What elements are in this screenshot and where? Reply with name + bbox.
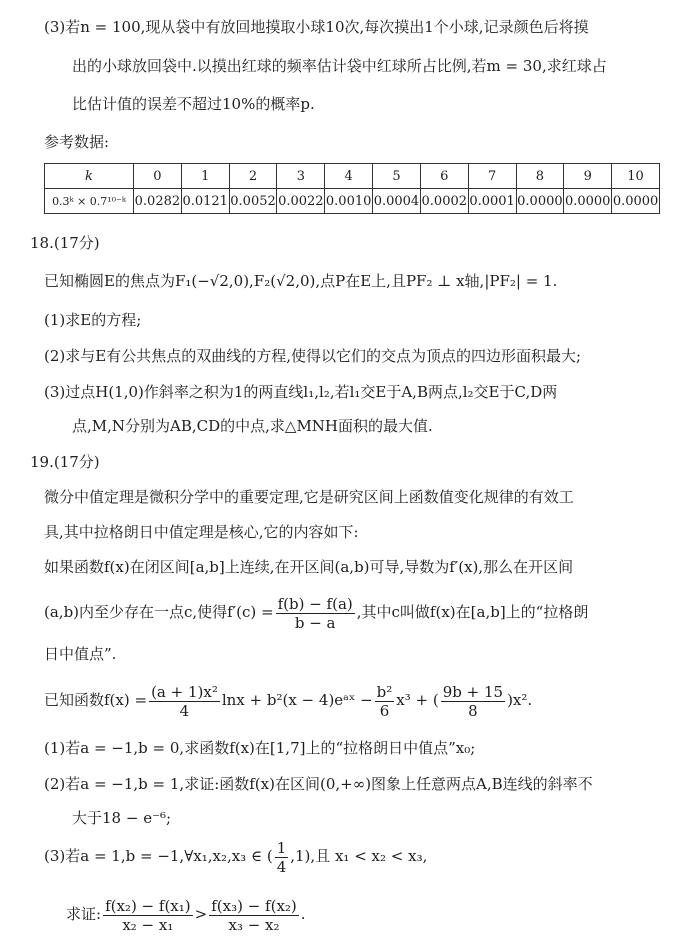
reference-table bbox=[44, 163, 660, 214]
table-cell: 6 bbox=[420, 164, 468, 189]
proof-end: . bbox=[300, 905, 306, 923]
fraction-denominator: 6 bbox=[379, 701, 390, 720]
table-row bbox=[45, 164, 660, 189]
q17-part3-line3: 比估计值的误差不超过10%的概率p. bbox=[72, 95, 315, 113]
q19-text-line4 bbox=[44, 592, 588, 632]
table-cell: 5 bbox=[373, 164, 421, 189]
fraction-numerator: f(b) − f(a) bbox=[277, 594, 353, 613]
fraction-denominator: x₂ − x₁ bbox=[122, 915, 174, 934]
fraction-denominator: x₃ − x₂ bbox=[228, 915, 280, 934]
table-cell: 0.0004 bbox=[373, 189, 421, 214]
table-row bbox=[45, 189, 660, 214]
table-cell: 0.0000 bbox=[612, 189, 660, 214]
q19-part2-line2: 大于18 − e⁻⁶; bbox=[72, 809, 172, 827]
lagrange-fraction bbox=[276, 595, 355, 632]
q19-part1: (1)若a = −1,b = 0,求函数f(x)在[1,7]上的“拉格朗日中值点”x₀; bbox=[44, 739, 476, 757]
table-cell: 0.0121 bbox=[181, 189, 229, 214]
function-fraction-2 bbox=[375, 683, 395, 720]
q18-part3-line2: 点,M,N分别为AB,CD的中点,求△MNH面积的最大值. bbox=[72, 417, 433, 435]
table-cell: 1 bbox=[181, 164, 229, 189]
lagrange-pre: (a,b)内至少存在一点c,使得f′(c) = bbox=[44, 603, 274, 621]
table-cell: 0.0000 bbox=[564, 189, 612, 214]
table-cell: 8 bbox=[516, 164, 564, 189]
fraction-numerator: 9b + 15 bbox=[442, 682, 504, 701]
function-pre: 已知函数f(x) = bbox=[44, 691, 148, 709]
table-cell: 0.0022 bbox=[277, 189, 325, 214]
table-cell: 0.0052 bbox=[229, 189, 277, 214]
q19-text-line5: 日中值点”. bbox=[44, 645, 117, 663]
part3-post: ,1),且 x₁ < x₂ < x₃, bbox=[290, 847, 428, 865]
table-cell: 0.0282 bbox=[134, 189, 182, 214]
part3-pre: (3)若a = 1,b = −1,∀x₁,x₂,x₃ ∈ ( bbox=[44, 847, 273, 865]
q19-part3 bbox=[44, 836, 427, 876]
fraction-numerator: b² bbox=[376, 682, 393, 701]
fraction-numerator: (a + 1)x² bbox=[151, 682, 218, 701]
table-cell: 7 bbox=[468, 164, 516, 189]
q18-intro-end: |PF₂| = 1. bbox=[484, 272, 558, 290]
table-cell: 10 bbox=[612, 164, 660, 189]
proof-fraction-1 bbox=[103, 897, 193, 934]
function-fraction-1 bbox=[149, 683, 220, 720]
fraction-numerator: 1 bbox=[276, 838, 287, 857]
q19-proof-inequality bbox=[66, 892, 306, 936]
function-fraction-3 bbox=[441, 683, 505, 720]
q18-part3-line1: (3)过点H(1,0)作斜率之积为1的两直线l₁,l₂,若l₁交E于A,B两点,l₂交E于C,D两 bbox=[44, 383, 558, 401]
proof-pre: 求证: bbox=[66, 905, 102, 923]
proof-fraction-2 bbox=[209, 897, 299, 934]
q18-heading: 18.(17分) bbox=[30, 234, 100, 252]
table-cell: 4 bbox=[325, 164, 373, 189]
function-mid-1: lnx + b²(x − 4)eᵃˣ − bbox=[221, 691, 373, 709]
q19-part2-line1: (2)若a = −1,b = 1,求证:函数f(x)在区间(0,+∞)图象上任意两点A,B连线的斜率不 bbox=[44, 775, 593, 793]
fraction-denominator: 8 bbox=[468, 701, 478, 720]
table-cell: 0.0000 bbox=[516, 189, 564, 214]
fraction-denominator: b − a bbox=[294, 613, 336, 632]
table-header-k: k bbox=[45, 164, 134, 189]
table-cell: 0 bbox=[134, 164, 182, 189]
table-cell: 2 bbox=[229, 164, 277, 189]
q19-text-line1: 微分中值定理是微积分学中的重要定理,它是研究区间上函数值变化规律的有效工 bbox=[44, 488, 574, 506]
table-cell: 0.0001 bbox=[468, 189, 516, 214]
table-cell: 3 bbox=[277, 164, 325, 189]
q19-text-line3: 如果函数f(x)在闭区间[a,b]上连续,在开区间(a,b)可导,导数为f′(x),那么在开区间 bbox=[44, 558, 574, 576]
table-header-prob: 0.3ᵏ × 0.7¹⁰⁻ᵏ bbox=[45, 189, 134, 214]
proof-greater-than: > bbox=[194, 905, 208, 923]
table-cell: 0.0010 bbox=[325, 189, 373, 214]
fraction-denominator: 4 bbox=[276, 857, 287, 876]
reference-data-label: 参考数据: bbox=[44, 133, 110, 151]
q19-text-line2: 具,其中拉格朗日中值定理是核心,它的内容如下: bbox=[44, 523, 359, 541]
table-cell: 9 bbox=[564, 164, 612, 189]
table-cell: 0.0002 bbox=[420, 189, 468, 214]
q18-intro-text: 已知椭圆E的焦点为F₁(−√2,0),F₂(√2,0),点P在E上,且PF₂ ⊥ x轴, bbox=[44, 272, 485, 290]
function-mid-2: x³ + ( bbox=[396, 691, 439, 709]
q18-part2: (2)求与E有公共焦点的双曲线的方程,使得以它们的交点为顶点的四边形面积最大; bbox=[44, 347, 582, 365]
q17-part3-line1: (3)若n = 100,现从袋中有放回地摸取小球10次,每次摸出1个小球,记录颜色后将摸 bbox=[44, 18, 589, 36]
q18-part1: (1)求E的方程; bbox=[44, 311, 142, 329]
q18-intro bbox=[44, 271, 557, 291]
lagrange-post: ,其中c叫做f(x)在[a,b]上的“拉格朗 bbox=[356, 603, 589, 621]
q19-heading: 19.(17分) bbox=[30, 453, 100, 471]
fraction-numerator: f(x₂) − f(x₁) bbox=[105, 896, 191, 915]
function-end: )x². bbox=[507, 691, 533, 709]
fraction-numerator: f(x₃) − f(x₂) bbox=[211, 896, 297, 915]
q17-part3-line2: 出的小球放回袋中.以摸出红球的频率估计袋中红球所占比例,若m = 30,求红球占 bbox=[72, 57, 607, 75]
q19-function-definition bbox=[44, 678, 532, 722]
fraction-denominator: 4 bbox=[179, 701, 190, 720]
part3-fraction bbox=[275, 839, 289, 876]
